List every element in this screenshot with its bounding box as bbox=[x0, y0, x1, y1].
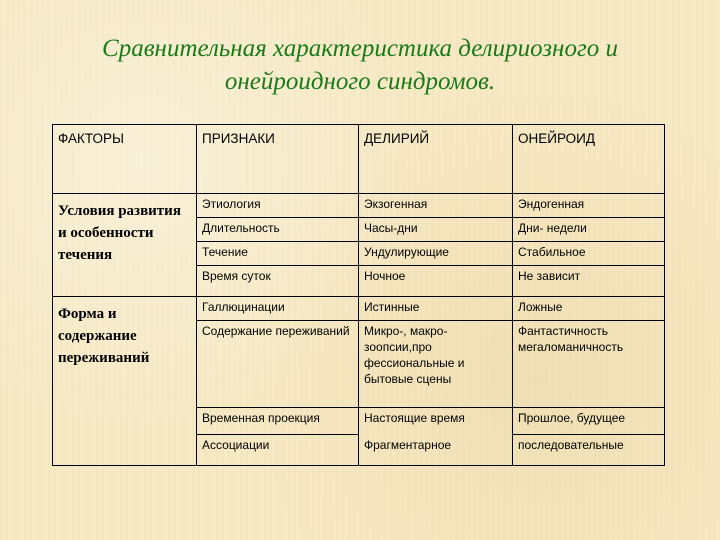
delirium-cell: Ундулирующие bbox=[359, 242, 513, 266]
table-header-row bbox=[53, 125, 665, 194]
delirium-cell: Экзогенная bbox=[359, 194, 513, 218]
delirium-cell: Микро-, макро-зоопсии,про фессиональные и бытовые сцены bbox=[359, 321, 513, 408]
delirium-cell: Часы-дни bbox=[359, 218, 513, 242]
sign-cell: Содержание переживаний bbox=[197, 321, 359, 408]
header-oneiroid: ОНЕЙРОИД bbox=[513, 125, 665, 194]
oneiroid-cell: Фантастичность мегаломаничность bbox=[513, 321, 665, 408]
sign-cell: Временная проекция bbox=[197, 408, 359, 435]
delirium-cell: Настоящие время bbox=[359, 408, 513, 435]
header-delirium: ДЕЛИРИЙ bbox=[359, 125, 513, 194]
delirium-cell: Истинные bbox=[359, 297, 513, 321]
delirium-cell: Ночное bbox=[359, 266, 513, 297]
factor-form-content: Форма и содержание переживаний bbox=[53, 297, 197, 466]
factor-conditions: Условия развития и особенности течения bbox=[53, 194, 197, 297]
sign-cell: Этиология bbox=[197, 194, 359, 218]
sign-cell: Галлюцинации bbox=[197, 297, 359, 321]
sign-cell: Течение bbox=[197, 242, 359, 266]
sign-cell: Ассоциации bbox=[197, 435, 359, 466]
title-line-2: онейроидного синдромов. bbox=[224, 68, 496, 95]
oneiroid-cell: Ложные bbox=[513, 297, 665, 321]
delirium-cell: Фрагментарное bbox=[359, 435, 513, 466]
oneiroid-cell: Дни- недели bbox=[513, 218, 665, 242]
oneiroid-cell: Не зависит bbox=[513, 266, 665, 297]
title-line-1: Сравнительная характеристика делириозного и bbox=[102, 35, 618, 62]
oneiroid-cell: Прошлое, будущее bbox=[513, 408, 665, 435]
slide-title bbox=[0, 32, 720, 98]
table-row bbox=[53, 297, 665, 321]
oneiroid-cell: Стабильное bbox=[513, 242, 665, 266]
header-factors: ФАКТОРЫ bbox=[53, 125, 197, 194]
oneiroid-cell: последовательные bbox=[513, 435, 665, 466]
sign-cell: Длительность bbox=[197, 218, 359, 242]
table-row bbox=[53, 194, 665, 218]
header-signs: ПРИЗНАКИ bbox=[197, 125, 359, 194]
sign-cell: Время суток bbox=[197, 266, 359, 297]
oneiroid-cell: Эндогенная bbox=[513, 194, 665, 218]
comparison-table bbox=[52, 124, 665, 466]
